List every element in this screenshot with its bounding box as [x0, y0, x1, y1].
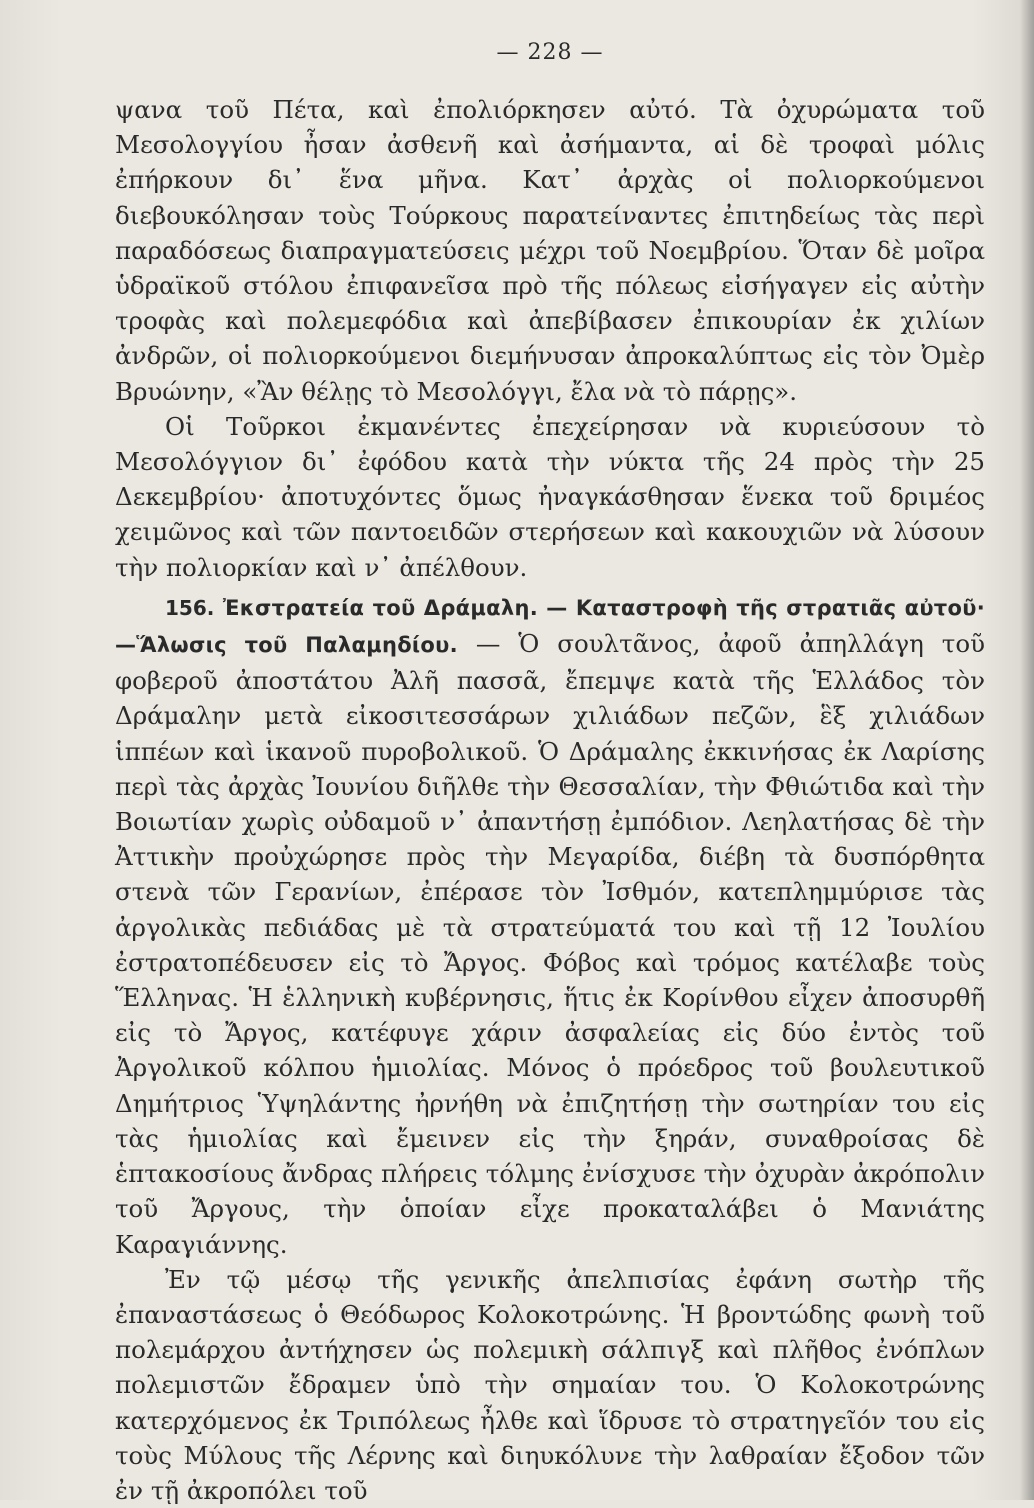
section-body: — Ὁ σουλτᾶνος, ἀφοῦ ἀπηλλάγη τοῦ φοβεροῦ ἀποστάτου Ἀλῆ πασσᾶ, ἔπεμψε κατὰ τῆς Ἑλλάδος τὸν Δράμαλην μετὰ εἰκοσιτεσσάρων χιλιάδων πεζῶν, ἓξ χιλιάδων ἱππέων καὶ ἱκανοῦ πυροβολικοῦ. Ὁ Δράμαλης ἐκκινήσας ἐκ Λαρίσης περὶ τὰς ἀρχὰς Ἰουνίου διῆλθε τὴν Θεσσαλίαν, τὴν Φθιώτιδα καὶ τὴν Βοιωτίαν χωρὶς οὐδαμοῦ ν᾽ ἀπαντήσῃ ἐμπόδιον. Λεηλατήσας δὲ τὴν Ἀττικὴν προὐχώρησε πρὸς τὴν Μεγαρίδα, διέβη τὰ δυσπόρθητα στενὰ τῶν Γερανίων, ἐπέρασε τὸν Ἰσθμόν, κατεπλημμύρισε τὰς ἀργολικὰς πεδιάδας μὲ τὰ στρατεύματά του καὶ τῇ 12 Ἰουλίου ἐστρατοπέδευσεν εἰς τὸ Ἄργος. Φόβος καὶ τρόμος κατέλαβε τοὺς Ἕλληνας. Ἡ ἑλληνικὴ κυβέρνησις, ἥτις ἐκ Κορίνθου εἶχεν ἀποσυρθῆ εἰς τὸ Ἄργος, κατέφυγε χάριν ἀσφαλείας εἰς δύο ἐντὸς τοῦ Ἀργολικοῦ κόλπου ἡμιολίας. Μόνος ὁ πρόεδρος τοῦ βουλευτικοῦ Δημήτριος Ὑψηλάντης ἠρνήθη νὰ ἐπιζητήσῃ τὴν σωτηρίαν του εἰς τὰς ἡμιολίας καὶ ἔμεινεν εἰς τὴν ξηράν, συναθροίσας δὲ ἑπτακοσίους ἄνδρας πλήρεις τόλμης ἐνίσχυσε τὴν ὀχυρὰν ἀκρόπολιν τοῦ Ἄργους, τὴν ὁποίαν εἶχε προκαταλάβει ὁ Μανιάτης Καραγιάννης. [115, 629, 985, 1259]
section-156 [115, 589, 985, 1262]
paragraph-kolokotronis: Ἐν τῷ μέσῳ τῆς γενικῆς ἀπελπισίας ἐφάνη σωτὴρ τῆς ἐπαναστάσεως ὁ Θεόδωρος Κολοκοτρώνης. Ἡ βροντώδης φωνὴ τοῦ πολεμάρχου ἀντήχησεν ὡς πολεμικὴ σάλπιγξ καὶ πλῆθος ἐνόπλων πολεμιστῶν ἔδραμεν ὑπὸ τὴν σημαίαν του. Ὁ Κολοκοτρώνης κατερχόμενος ἐκ Τριπόλεως ἦλθε καὶ ἵδρυσε τὸ στρατηγεῖόν του εἰς τοὺς Μύλους τῆς Λέρνης καὶ διηυκόλυνε τὴν λαθραίαν ἔξοδον τῶν ἐν τῇ ἀκροπόλει τοῦ [115, 1264, 985, 1505]
paragraph-turkish-assault: Οἱ Τοῦρκοι ἐκμανέντες ἐπεχείρησαν νὰ κυριεύσουν τὸ Μεσολόγγιον δι᾽ ἐφόδου κατὰ τὴν νύκτα τῆς 24 πρὸς τὴν 25 Δεκεμβρίου· ἀποτυχόντες ὅμως ἠναγκάσθησαν ἕνεκα τοῦ δριμέος χειμῶνος καὶ τῶν παντοειδῶν στερήσεων καὶ κακουχιῶν νὰ λύσουν τὴν πολιορκίαν καὶ ν᾽ ἀπέλθουν. [115, 411, 985, 582]
page-edge-shadow [1020, 0, 1034, 1500]
page-body [115, 92, 985, 1508]
paragraph-siege-start: ψανα τοῦ Πέτα, καὶ ἐπολιόρκησεν αὐτό. Τὰ ὀχυρώματα τοῦ Μεσολογγίου ἦσαν ἀσθενῆ καὶ ἀσήμαντα, αἱ δὲ τροφαὶ μόλις ἐπήρκουν δι᾽ ἕνα μῆνα. Κατ᾽ ἀρχὰς οἱ πολιορκούμενοι διεβουκόλησαν τοὺς Τούρκους παρατείναντες ἐπιτηδείως τὰς περὶ παραδόσεως διαπραγματεύσεις μέχρι τοῦ Νοεμβρίου. Ὅταν δὲ μοῖρα ὑδραϊκοῦ στόλου ἐπιφανεῖσα πρὸ τῆς πόλεως εἰσήγαγεν εἰς αὐτὴν τροφὰς καὶ πολεμεφόδια καὶ ἀπεβίβασεν ἐπικουρίαν ἐκ χιλίων ἀνδρῶν, οἱ πολιορκούμενοι διεμήνυσαν ἀπροκαλύπτως εἰς τὸν Ὀμὲρ Βρυώνην, «Ἂν θέλῃς τὸ Μεσολόγγι, ἔλα νὰ τὸ πάρῃς». [115, 95, 985, 406]
section-number: 156. [165, 595, 215, 620]
section-title: Ἐκστρατεία τοῦ Δράμαλη. — Καταστροφὴ τῆς στρατιᾶς αὐτοῦ· —Ἅλωσις τοῦ Παλαμηδίου. [115, 595, 985, 658]
page-number: — 228 — [496, 40, 604, 65]
